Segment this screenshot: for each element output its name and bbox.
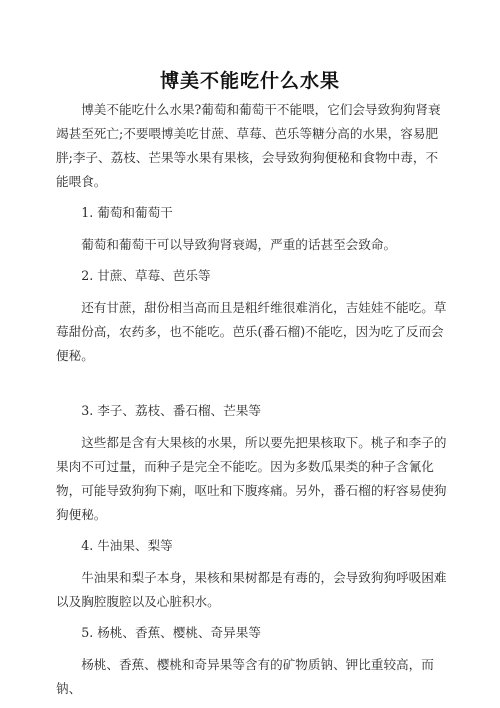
intro-paragraph: 博美不能吃什么水果?葡萄和葡萄干不能喂，它们会导致狗狗肾衰竭甚至死亡;不要喂博美吃甘蔗、草莓、芭乐等糖分高的水果，容易肥胖;李子、荔枝、芒果等水果有果核，会导致狗狗便秘和食物中毒，不能喂食。: [56, 102, 441, 189]
section-paragraph-4: 牛油果和梨子本身，果核和果树都是有毒的，会导致狗狗呼吸困难以及胸腔腹腔以及心脏积水。: [56, 570, 447, 609]
section-heading-4: 4. 牛油果、梨等: [81, 538, 173, 553]
paragraph-gap: [56, 375, 450, 399]
section-heading-5: 5. 杨桃、香蕉、樱桃、奇异果等: [81, 625, 261, 640]
section-paragraph-3: 这些都是含有大果核的水果，所以要先把果核取下。桃子和李子的果肉不可过量，而种子是完全不能吃。因为多数瓜果类的种子含氰化物，可能导致狗狗下痢，呕吐和下腹疼痛。另外，番石榴的籽容易使狗狗便秘。: [56, 435, 447, 522]
section-paragraph-2: 还有甘蔗，甜份相当高而且是粗纤维很难消化，吉娃娃不能吃。草莓甜份高，农药多，也不能吃。芭乐(番石榴)不能吃，因为吃了反而会便秘。: [56, 300, 447, 363]
section-paragraph-1: 葡萄和葡萄干可以导致狗肾衰竭，严重的话甚至会致命。: [81, 237, 397, 252]
section-heading-2: 2. 甘蔗、草莓、芭乐等: [81, 268, 211, 283]
article-body: [56, 98, 450, 708]
section-heading-1: 1. 葡萄和葡萄干: [81, 205, 173, 220]
section-paragraph-5: 杨桃、香蕉、樱桃和奇异果等含有的矿物质钠、钾比重较高，而钠、: [56, 657, 434, 696]
page-title: 博美不能吃什么水果: [159, 70, 340, 92]
section-heading-3: 3. 李子、荔枝、番石榴、芒果等: [81, 403, 261, 418]
